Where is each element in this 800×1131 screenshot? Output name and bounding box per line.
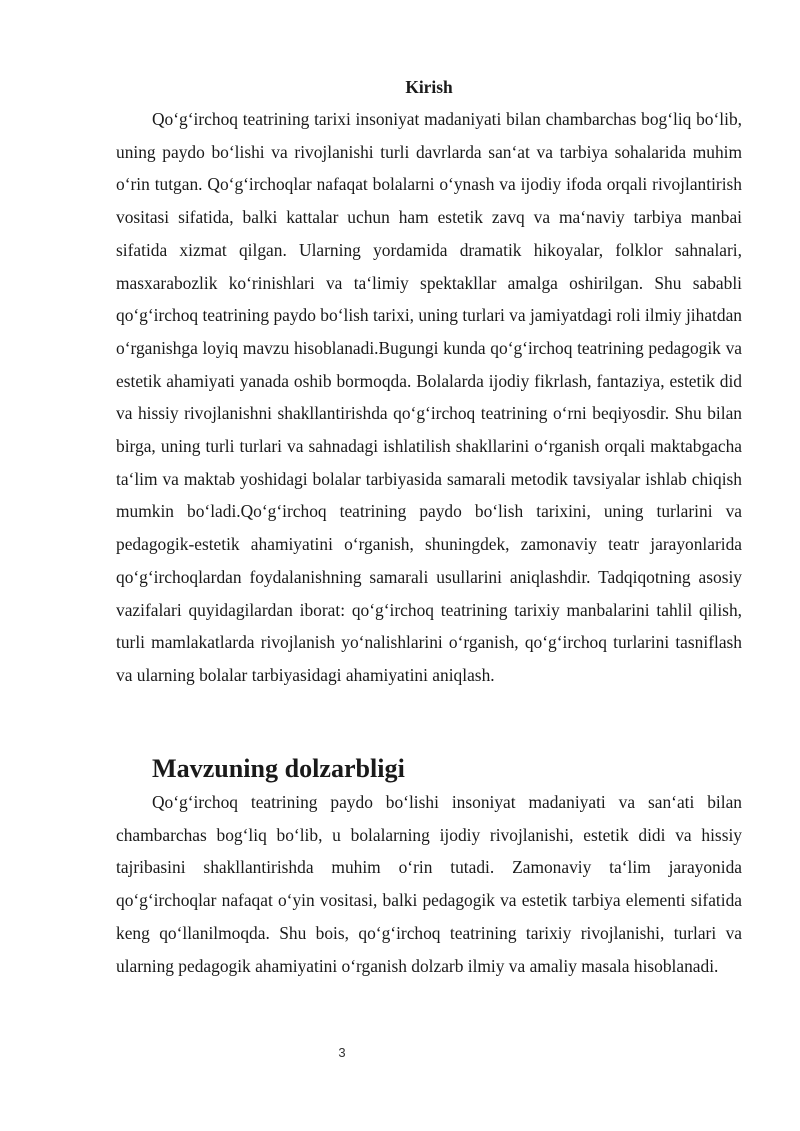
- document-page: [116, 0, 742, 1131]
- intro-paragraph: Qo‘g‘irchoq teatrining tarixi insoniyat madaniyati bilan chambarchas bog‘liq bo‘lib, uning paydo bo‘lishi va rivojlanishi turli davrlarda san‘at va tarbiya sohalarida muhim o‘rin tutgan. Qo‘g‘irchoqlar nafaqat bolalarni o‘ynash va ijodiy ifoda orqali rivojlantirish vositasi sifatida, balki kattalar uchun ham estetik zavq va ma‘naviy tarbiya manbai sifatida xizmat qilgan. Ularning yordamida dramatik hikoyalar, folklor sahnalari, masxarabozlik ko‘rinishlari va ta‘limiy spektakllar amalga oshirilgan. Shu sababli qo‘g‘irchoq teatrining paydo bo‘lish tarixi, uning turlari va jamiyatdagi roli ilmiy jihatdan o‘rganishga loyiq mavzu hisoblanadi.Bugungi kunda qo‘g‘irchoq teatrining pedagogik va estetik ahamiyati yanada oshib bormoqda. Bolalarda ijodiy fikrlash, fantaziya, estetik did va hissiy rivojlanishni shakllantirishda qo‘g‘irchoq teatrining o‘rni beqiyosdir. Shu bilan birga, uning turli turlari va sahnadagi ishlatilish shakllarini o‘rganish orqali maktabgacha ta‘lim va maktab yoshidagi bolalar tarbiyasida samarali metodik tavsiyalar ishlab chiqish mumkin bo‘ladi.Qo‘g‘irchoq teatrining paydo bo‘lish tarixini, uning turlarini va pedagogik-estetik ahamiyatini o‘rganish, shuningdek, zamonaviy teatr jarayonlarida qo‘g‘irchoqlardan foydalanishning samarali usullarini aniqlashdir. Tadqiqotning asosiy vazifalari quyidagilardan iborat: qo‘g‘irchoq teatrining tarixiy manbalarini tahlil qilish, turli mamlakatlarda rivojlanish yo‘nalishlarini o‘rganish, qo‘g‘irchoq turlarini tasniflash va ularning bolalar tarbiyasidagi ahamiyatini aniqlash.: [116, 109, 742, 685]
- section-heading: Mavzuning dolzarbligi: [152, 754, 405, 783]
- page-title: Kirish: [405, 77, 453, 97]
- relevance-section: [116, 786, 742, 982]
- intro-section: [116, 103, 742, 692]
- section-paragraph: Qo‘g‘irchoq teatrining paydo bo‘lishi insoniyat madaniyati va san‘ati bilan chambarchas bog‘liq bo‘lib, u bolalarning ijodiy rivojlanishi, estetik didi va hissiy tajribasini shakllantirishda muhim o‘rin tutadi. Zamonaviy ta‘lim jarayonida qo‘g‘irchoqlar nafaqat o‘yin vositasi, balki pedagogik va estetik tarbiya elementi sifatida keng qo‘llanilmoqda. Shu bois, qo‘g‘irchoq teatrining tarixiy rivojlanishi, turlari va ularning pedagogik ahamiyatini o‘rganish dolzarb ilmiy va amaliy masala hisoblanadi.: [116, 792, 742, 976]
- page-number: 3: [338, 1045, 346, 1060]
